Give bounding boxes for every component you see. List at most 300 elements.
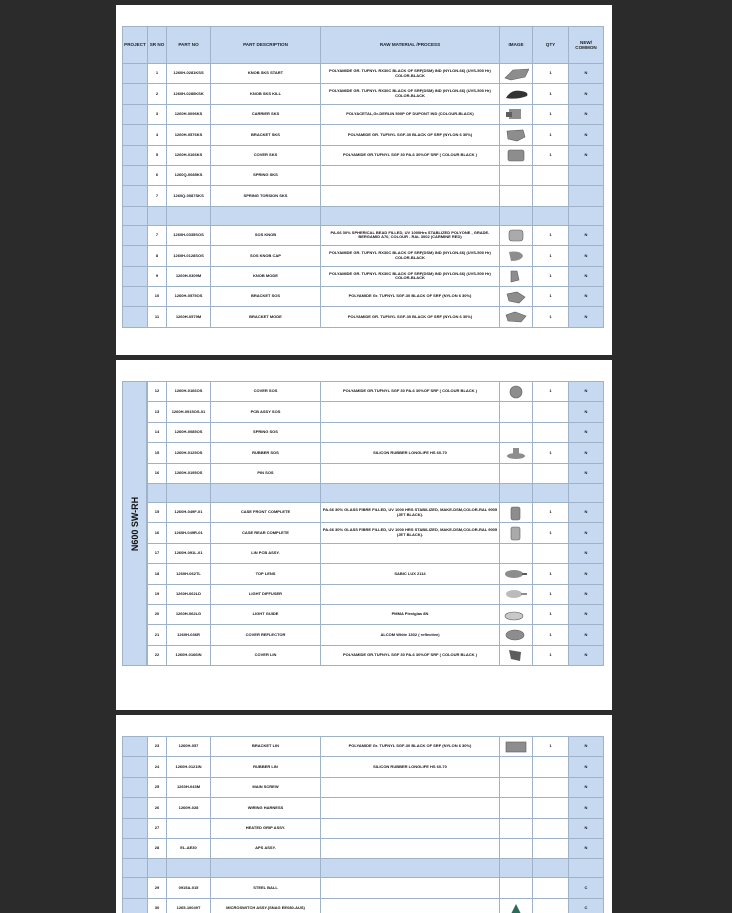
project-cell [123, 777, 148, 797]
cover-sos-image [503, 384, 529, 400]
sr-no-cell: 28 [148, 838, 167, 858]
separator-cell [321, 483, 500, 502]
qty-cell [533, 402, 569, 422]
new-common-cell: N [569, 798, 604, 818]
group-separator-row [123, 206, 604, 225]
separator-cell [533, 859, 569, 878]
sr-no-cell: 13 [148, 402, 167, 422]
part-description-cell: KNOB SKS KILL [211, 84, 321, 104]
raw-material-cell: SABIC LUX 2114 [321, 564, 500, 584]
parts-table-page-2 [122, 381, 604, 666]
sr-no-cell: 7 [148, 225, 167, 245]
raw-material-cell [321, 186, 500, 206]
image-cell [500, 584, 533, 604]
raw-material-cell: ALCOM White 1302 ( reflective) [321, 625, 500, 645]
raw-material-cell [321, 818, 500, 838]
raw-material-cell: POLYAMIDE Gr. TUFNYL SGF-30 BLACK OF SRF (NYLON 6 30%) [321, 286, 500, 306]
image-cell [500, 286, 533, 306]
part-no-cell: 1260H-0915OS-01 [167, 402, 211, 422]
raw-material-cell: POLYAMIDE GR. TUFNYL RX30C BLACK OF SRF(DSM) IND (NYLON-66) (UVS-500 Hr) COLOR-BLACK [321, 84, 500, 104]
table-row [123, 225, 604, 245]
part-description-cell: SPRING TORSION SKS [211, 186, 321, 206]
table-row [123, 543, 604, 563]
image-cell [500, 186, 533, 206]
separator-cell [569, 483, 604, 502]
part-no-cell: 1260H-062TL [167, 564, 211, 584]
image-cell [500, 645, 533, 665]
part-description-cell: STEEL BALL [211, 878, 321, 898]
separator-cell [500, 483, 533, 502]
image-cell [500, 564, 533, 584]
column-header: PART NO [167, 27, 211, 64]
part-no-cell: 1260H-0166IN [167, 645, 211, 665]
raw-material-cell: POLYAMIDE GR.TUFNYL SGF 30 PA-6 30%OF SRF ( COLOUR BLACK ) [321, 645, 500, 665]
document-page-2 [116, 360, 612, 710]
qty-cell: 1 [533, 225, 569, 245]
part-description-cell: KNOB MODE [211, 266, 321, 286]
table-row [123, 266, 604, 286]
table-row [123, 402, 604, 422]
table-row [123, 246, 604, 266]
sr-no-cell: 10 [148, 286, 167, 306]
raw-material-cell [321, 584, 500, 604]
column-header: RAW MATERIAL /PROCESS [321, 27, 500, 64]
part-description-cell: CASE REAR COMPLETE [211, 523, 321, 543]
part-no-cell: 1260H-0280KSK [167, 84, 211, 104]
separator-cell [167, 206, 211, 225]
table-row [123, 104, 604, 124]
part-no-cell: 1260H-0335SOS [167, 225, 211, 245]
bracket-image [503, 127, 529, 143]
part-description-cell: SPRING SKS [211, 165, 321, 185]
table-row [123, 523, 604, 543]
table-row [123, 286, 604, 306]
new-common-cell: N [569, 266, 604, 286]
new-common-cell: N [569, 64, 604, 84]
table-row [123, 898, 604, 913]
part-no-cell: 1260H-0085OS [167, 422, 211, 442]
part-description-cell: LIGHT GUIDE [211, 604, 321, 624]
separator-cell [148, 206, 167, 225]
sr-no-cell: 27 [148, 818, 167, 838]
project-name: N600 SW-RH [129, 496, 140, 551]
image-cell [500, 382, 533, 402]
raw-material-cell: POLYAMIDE GR. TUFNYL RX30C BLACK OF SRF(DSM) IND (NYLON-66) (UVS-500 Hr) COLOR-BLACK [321, 246, 500, 266]
part-no-cell: 1260H-0096KS [167, 104, 211, 124]
part-no-cell: EL-AE30 [167, 838, 211, 858]
sr-no-cell: 12 [148, 382, 167, 402]
part-no-cell: 1260H-062LG [167, 604, 211, 624]
table-row [123, 64, 604, 84]
sr-no-cell: 17 [148, 543, 167, 563]
table-row [123, 757, 604, 777]
part-description-cell: COVER LIN [211, 645, 321, 665]
part-description-cell: HEATED GRIP ASSY. [211, 818, 321, 838]
part-no-cell: 1260H-043M [167, 777, 211, 797]
part-no-cell: 1260Q-0087SKS [167, 186, 211, 206]
case-rear-image [503, 525, 529, 541]
sr-no-cell: 8 [148, 246, 167, 266]
image-cell [500, 246, 533, 266]
new-common-cell: N [569, 286, 604, 306]
new-common-cell: N [569, 523, 604, 543]
parts-table-page-1 [122, 26, 604, 328]
separator-cell [533, 483, 569, 502]
sr-no-cell: 5 [148, 145, 167, 165]
document-page-3 [116, 715, 612, 913]
part-no-cell: 1265-10049T [167, 898, 211, 913]
part-no-cell: 1260H-057 [167, 737, 211, 757]
new-common-cell: N [569, 737, 604, 757]
qty-cell: 1 [533, 145, 569, 165]
image-cell [500, 798, 533, 818]
raw-material-cell [321, 798, 500, 818]
qty-cell: 1 [533, 645, 569, 665]
cover-reflector-image [503, 627, 529, 643]
raw-material-cell [321, 543, 500, 563]
raw-material-cell: POLYAMIDE GR. TUFNYL RX30C BLACK OF SRF(DSM) IND (NYLON-66) (UVS-500 Hr) COLOR-BLACK [321, 64, 500, 84]
separator-cell [500, 859, 533, 878]
cover-lin-image [503, 647, 529, 663]
table-row [123, 422, 604, 442]
new-common-cell: N [569, 246, 604, 266]
sr-no-cell: 30 [148, 898, 167, 913]
table-row [123, 165, 604, 185]
table-row [123, 145, 604, 165]
sr-no-cell: 1 [148, 64, 167, 84]
qty-cell [533, 798, 569, 818]
new-common-cell: N [569, 145, 604, 165]
column-header: PROJECT [123, 27, 148, 64]
raw-material-cell: POLYAMIDE GR. TUFNYL RX30C BLACK OF SRF(DSM) IND (NYLON-66) (UVS-500 Hr) COLOR-BLACK [321, 266, 500, 286]
column-header: NEW/ COMMON [569, 27, 604, 64]
new-common-cell: C [569, 898, 604, 913]
sr-no-cell: 21 [148, 625, 167, 645]
sr-no-cell: 7 [148, 186, 167, 206]
raw-material-cell [321, 878, 500, 898]
part-no-cell: 1260H-0121IN [167, 757, 211, 777]
qty-cell: 1 [533, 584, 569, 604]
separator-cell [500, 206, 533, 225]
image-cell [500, 104, 533, 124]
raw-material-cell: SILICON RUBBER LONGLIFE HS 60-70 [321, 443, 500, 463]
parts-table-page-3 [122, 736, 604, 913]
sr-no-cell: 19 [148, 584, 167, 604]
new-common-cell: N [569, 463, 604, 483]
raw-material-cell: POLYAMIDE Gr. TUFNYL SGF-30 BLACK OF SRF (NYLON 6 30%) [321, 737, 500, 757]
new-common-cell: N [569, 838, 604, 858]
table-row [123, 564, 604, 584]
image-cell [500, 523, 533, 543]
qty-cell: 1 [533, 307, 569, 327]
sr-no-cell: 3 [148, 104, 167, 124]
table-row [123, 777, 604, 797]
qty-cell: 1 [533, 502, 569, 522]
image-cell [500, 898, 533, 913]
project-cell [123, 165, 148, 185]
table-row [123, 125, 604, 145]
qty-cell [533, 165, 569, 185]
raw-material-cell: PMMA Plexiglas 8N [321, 604, 500, 624]
project-cell [123, 104, 148, 124]
table-row [123, 625, 604, 645]
part-description-cell: WIRING HARNESS [211, 798, 321, 818]
image-cell [500, 463, 533, 483]
part-description-cell: BRACKET SOS [211, 286, 321, 306]
separator-cell [211, 206, 321, 225]
sr-no-cell: 26 [148, 798, 167, 818]
new-common-cell: N [569, 402, 604, 422]
part-description-cell: CARRIER SKS [211, 104, 321, 124]
knob-mode-image [503, 268, 529, 284]
column-header: SR NO [148, 27, 167, 64]
table-row [123, 84, 604, 104]
raw-material-cell [321, 838, 500, 858]
qty-cell: 1 [533, 64, 569, 84]
separator-cell [569, 859, 604, 878]
microswitch-image [503, 900, 529, 913]
table-row [123, 604, 604, 624]
raw-material-cell [321, 422, 500, 442]
raw-material-cell [321, 402, 500, 422]
table-row [123, 382, 604, 402]
cover-image [503, 147, 529, 163]
part-description-cell: PIN SOS [211, 463, 321, 483]
new-common-cell: N [569, 502, 604, 522]
table-row [123, 443, 604, 463]
new-common-cell: N [569, 422, 604, 442]
part-description-cell: COVER SOS [211, 382, 321, 402]
raw-material-cell: PA-66 30% GLASS FIBRE FILLED, UV 1000 HRS STABILIZED, MAKE-DSM,COLOR-RAL 9005 (JET BLACK). [321, 502, 500, 522]
project-name-cell [122, 381, 147, 666]
part-description-cell: RUBBER SOS [211, 443, 321, 463]
sr-no-cell: 25 [148, 777, 167, 797]
table-row [123, 818, 604, 838]
table-row [123, 502, 604, 522]
project-cell [123, 186, 148, 206]
new-common-cell [569, 165, 604, 185]
new-common-cell: N [569, 645, 604, 665]
part-description-cell: BRACKET MODE [211, 307, 321, 327]
raw-material-cell [321, 165, 500, 185]
new-common-cell: N [569, 84, 604, 104]
part-description-cell: CASE FRONT COMPLETE [211, 502, 321, 522]
image-cell [500, 543, 533, 563]
sr-no-cell: 24 [148, 757, 167, 777]
new-common-cell: C [569, 878, 604, 898]
raw-material-cell: PA-66 30% GLASS FIBRE FILLED, UV 1000 HRS STABILIZED, MAKE-DSM,COLOR-RAL 9005 (JET BLACK). [321, 523, 500, 543]
sr-no-cell: 15 [148, 502, 167, 522]
new-common-cell: N [569, 543, 604, 563]
sr-no-cell: 23 [148, 737, 167, 757]
top-lens-image [503, 566, 529, 582]
project-cell [123, 757, 148, 777]
image-cell [500, 625, 533, 645]
table-row [123, 878, 604, 898]
image-cell [500, 443, 533, 463]
qty-cell: 1 [533, 84, 569, 104]
raw-material-cell: POLYAMIDE GR. TUFNYL SGF-30 BLACK OF SRF (NYLON 6 30%) [321, 125, 500, 145]
part-no-cell: 1260H-049F-01 [167, 502, 211, 522]
qty-cell: 1 [533, 286, 569, 306]
separator-cell [211, 859, 321, 878]
part-no-cell: 1260H-0128SOS [167, 246, 211, 266]
raw-material-cell: SILICON RUBBER LONGLIFE HS 60-70 [321, 757, 500, 777]
bracket-lin-image [503, 739, 529, 755]
image-cell [500, 402, 533, 422]
qty-cell: 1 [533, 523, 569, 543]
carrier-image [503, 106, 529, 122]
part-description-cell: TOP LENS [211, 564, 321, 584]
separator-cell [321, 206, 500, 225]
new-common-cell: N [569, 818, 604, 838]
new-common-cell: N [569, 604, 604, 624]
part-no-cell: 1260H-049R-01 [167, 523, 211, 543]
part-description-cell: MAIN SCREW [211, 777, 321, 797]
part-no-cell: 1260H-0579M [167, 307, 211, 327]
image-cell [500, 757, 533, 777]
table-row [123, 645, 604, 665]
new-common-cell: N [569, 584, 604, 604]
light-diffuser-image [503, 586, 529, 602]
table-row [123, 737, 604, 757]
separator-cell [123, 206, 148, 225]
raw-material-cell: PA-66 30% SPHERICAL BEAD FILLED, UV 1000Hrs STABLIZED POLYONE , GRADE-BERGAMID A70, COLOUR - RAL 3002 (CARMINE RED) [321, 225, 500, 245]
part-no-cell: 0915A-015 [167, 878, 211, 898]
qty-cell [533, 186, 569, 206]
part-no-cell: 1260H-0166KS [167, 145, 211, 165]
part-no-cell: 1260H-0576KS [167, 125, 211, 145]
bracket-mode-image [503, 309, 529, 325]
qty-cell: 1 [533, 625, 569, 645]
document-page-1 [116, 5, 612, 355]
part-no-cell: 1260H-0575OS [167, 286, 211, 306]
part-no-cell: 1260H-0166OS [167, 382, 211, 402]
part-no-cell: 1260H-091L-01 [167, 543, 211, 563]
case-front-image [503, 505, 529, 521]
qty-cell [533, 422, 569, 442]
qty-cell [533, 818, 569, 838]
sr-no-cell: 20 [148, 604, 167, 624]
image-cell [500, 838, 533, 858]
image-cell [500, 225, 533, 245]
sr-no-cell: 29 [148, 878, 167, 898]
image-cell [500, 737, 533, 757]
qty-cell [533, 838, 569, 858]
qty-cell: 1 [533, 266, 569, 286]
image-cell [500, 125, 533, 145]
raw-material-cell [321, 898, 500, 913]
part-no-cell: 1260H-0195OS [167, 463, 211, 483]
new-common-cell [569, 186, 604, 206]
project-cell [123, 225, 148, 245]
new-common-cell: N [569, 225, 604, 245]
image-cell [500, 266, 533, 286]
project-cell [123, 286, 148, 306]
part-description-cell: RUBBER LIN [211, 757, 321, 777]
qty-cell: 1 [533, 564, 569, 584]
part-no-cell: 1260H-0125OS [167, 443, 211, 463]
table-row [123, 584, 604, 604]
group-separator-row [123, 483, 604, 502]
group-separator-row [123, 859, 604, 878]
part-description-cell: MICROSWITCH ASSY.(SNAG EE080-AUS) [211, 898, 321, 913]
qty-cell [533, 757, 569, 777]
new-common-cell: N [569, 125, 604, 145]
qty-cell [533, 898, 569, 913]
part-no-cell: 1260H-062LD [167, 584, 211, 604]
new-common-cell: N [569, 307, 604, 327]
project-cell [123, 125, 148, 145]
table-row [123, 463, 604, 483]
image-cell [500, 818, 533, 838]
project-cell [123, 64, 148, 84]
part-description-cell: KNOB SKS START [211, 64, 321, 84]
qty-cell [533, 777, 569, 797]
column-header: PART DESCRIPTION [211, 27, 321, 64]
part-no-cell: 1260H-0309M [167, 266, 211, 286]
sr-no-cell: 14 [148, 422, 167, 442]
knob-start-image [503, 66, 529, 82]
raw-material-cell [321, 463, 500, 483]
new-common-cell: N [569, 757, 604, 777]
image-cell [500, 64, 533, 84]
sr-no-cell: 18 [148, 564, 167, 584]
image-cell [500, 878, 533, 898]
separator-cell [321, 859, 500, 878]
part-description-cell: SPRING SOS [211, 422, 321, 442]
sr-no-cell: 6 [148, 165, 167, 185]
qty-cell [533, 463, 569, 483]
qty-cell: 1 [533, 104, 569, 124]
part-no-cell: 1260H-028 [167, 798, 211, 818]
raw-material-cell [321, 777, 500, 797]
table-row [123, 798, 604, 818]
image-cell [500, 165, 533, 185]
knob-kill-image [503, 86, 529, 102]
image-cell [500, 777, 533, 797]
project-cell [123, 798, 148, 818]
part-description-cell: BRACKET LIN [211, 737, 321, 757]
raw-material-cell: POLYAMIDE GR.TUFNYL SGF 30 PA-6 30%OF SRF ( COLOUR BLACK ) [321, 145, 500, 165]
knob-cap-image [503, 248, 529, 264]
sr-no-cell: 11 [148, 307, 167, 327]
sr-no-cell: 2 [148, 84, 167, 104]
sr-no-cell: 15 [148, 443, 167, 463]
sr-no-cell: 4 [148, 125, 167, 145]
part-no-cell: 1260H-036R [167, 625, 211, 645]
new-common-cell: N [569, 625, 604, 645]
sos-knob-image [503, 227, 529, 243]
separator-cell [148, 859, 167, 878]
new-common-cell: N [569, 382, 604, 402]
part-description-cell: LIN PCB ASSY. [211, 543, 321, 563]
new-common-cell: N [569, 443, 604, 463]
sr-no-cell: 16 [148, 523, 167, 543]
separator-cell [569, 206, 604, 225]
qty-cell: 1 [533, 604, 569, 624]
separator-cell [123, 859, 148, 878]
column-header: IMAGE [500, 27, 533, 64]
separator-cell [148, 483, 167, 502]
new-common-cell: N [569, 104, 604, 124]
sr-no-cell: 16 [148, 463, 167, 483]
project-cell [123, 838, 148, 858]
sr-no-cell: 22 [148, 645, 167, 665]
new-common-cell: N [569, 777, 604, 797]
raw-material-cell: POLYAMIDE GR. TUFNYL SGF-30 BLACK OF SRF (NYLON 6 30%) [321, 307, 500, 327]
separator-cell [167, 859, 211, 878]
